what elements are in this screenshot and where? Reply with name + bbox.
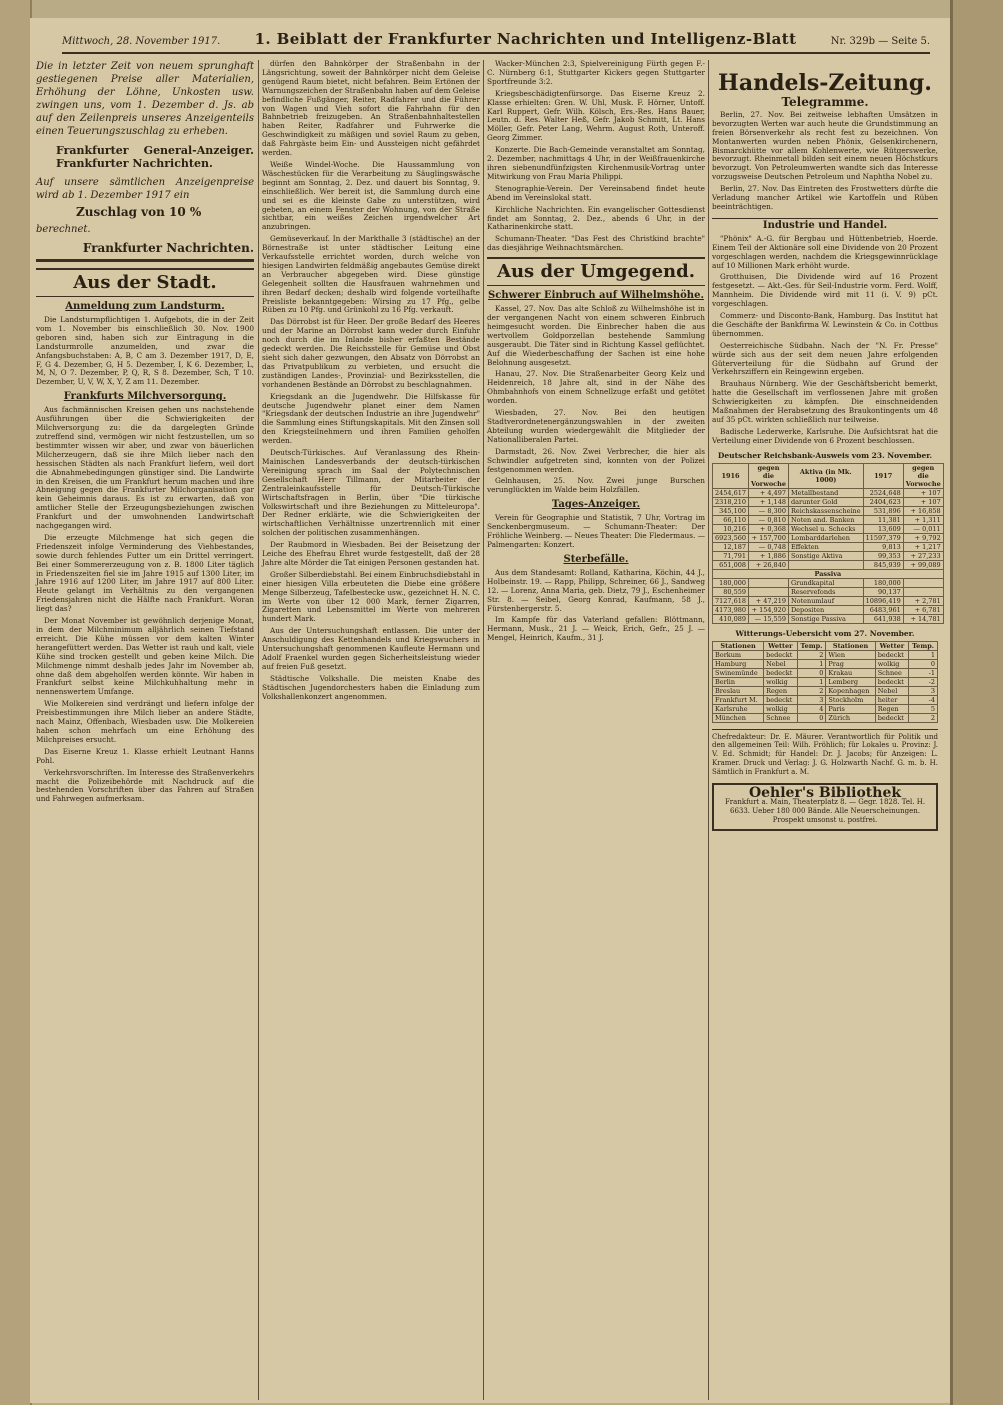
table-row — [713, 614, 944, 623]
bank-table-caption: Deutscher Reichsbank-Ausweis vom 23. November. — [717, 450, 933, 460]
column-3 — [487, 60, 705, 1400]
table-cell: -2 — [909, 677, 938, 686]
weather-table — [712, 641, 938, 723]
paragraph: "Phönix" A.-G. für Bergbau und Hüttenbetrieb, Hoerde. Einem Teil der Aktionäre soll eine Dividende von 20 Prozent vorgeschlagen werden, nachdem die Kriegsgewinnrücklage auf 10 Millionen Mark erhöht wurde. — [712, 233, 938, 270]
paragraph: Oesterreichische Südbahn. Nach der "N. Fr. Presse" würde sich aus der seit dem neuen Jahre erfolgenden Güterverteilung für die Südbahn auf Grund der Verkehrsziffern ein Reingewinn ergeben. — [712, 340, 938, 377]
table-cell: wolkig — [764, 704, 797, 713]
table-header-cell: Temp. — [797, 641, 826, 650]
table-row — [713, 524, 944, 533]
table-cell: Wien — [826, 650, 875, 659]
table-cell: + 27,233 — [903, 551, 943, 560]
table-section-label: Passiva — [713, 569, 944, 578]
table-cell: 7127,618 — [713, 596, 749, 605]
table-row — [713, 713, 938, 722]
table-cell: Hamburg — [713, 659, 764, 668]
table-header-row — [713, 641, 938, 650]
telegrams-heading: Telegramme. — [781, 95, 869, 109]
table-cell: + 16,858 — [903, 506, 943, 515]
table-cell — [903, 587, 943, 596]
table-cell: Regen — [764, 686, 797, 695]
table-cell: 2524,648 — [863, 488, 903, 497]
paragraph: dürfen den Bahnkörper der Straßenbahn in der Längsrichtung, soweit der Bahnkörper nicht dem Geleise genügend Raum bietet, nicht befahren. Beim Ertönen der Warnungszeichen der Straßenbahn haben auf dem Geleise befindliche Fußgänger, Reiter, Radfahrer und die Führer von Wagen und Vieh sofort die Fahrbahn für den Bahnbetrieb freizugeben. An Straßenbahnhaltestellen haben Reiter, Radfahrer und Fuhrwerke die Geschwindigkeit zu mäßigen und soviel Raum zu geben, daß Fahrgäste beim Ein- und Aussteigen nicht gefährdet werden. — [262, 59, 480, 158]
industry-heading: Industrie und Handel. — [712, 218, 938, 231]
table-cell: Zürich — [826, 713, 875, 722]
table-cell: Frankfurt M. — [713, 695, 764, 704]
table-cell: Depositen — [788, 605, 863, 614]
table-cell: + 26,840 — [749, 560, 789, 569]
table-cell: Prag — [826, 659, 875, 668]
paragraph: Kassel, 27. Nov. Das alte Schloß zu Wilhelmshöhe ist in der vergangenen Nacht von einem schweren Einbruch heimgesucht worden. Die Einbrecher haben die aus wertvollem Goldporzellan bestehende Sammlung ausgeraubt. Die Täter sind in Richtung Kassel geflüchtet. Auf die Wiederbeschaffung der Sachen ist eine hohe Belohnung ausgesetzt. — [487, 304, 705, 367]
table-row — [713, 668, 938, 677]
table-cell: 11,381 — [863, 515, 903, 524]
table-cell: Reservefonds — [788, 587, 863, 596]
table-cell: -4 — [909, 695, 938, 704]
paragraph: Deutsch-Türkisches. Auf Veranlassung des Rhein-Mainischen Landesverbands der deutsch-türkischen Vereinigung sprach im Saal der Polytechnischen Gesellschaft Herr Tillmann, der Mitarbeiter der Zentraleinkaufsstelle für Deutsch-Türkische Wirtschaftsfragen in Berlin, über "Die türkische Volkswirtschaft und ihre Beziehungen zu Mitteleuropa". Der Redner erklärte, wie die Schwierigkeiten der wirtschaftlichen Verhältnisse unzertrennlich mit einer solchen der politischen zusammenhängen. — [262, 448, 480, 538]
advertisement — [712, 783, 938, 831]
table-cell: — 0,748 — [749, 542, 789, 551]
table-header-cell: Wetter — [875, 641, 908, 650]
table-body — [713, 650, 938, 722]
table-row — [713, 533, 944, 542]
table-cell: 410,089 — [713, 614, 749, 623]
table-header-cell: gegen die Vorwoche — [903, 463, 943, 488]
ad-text: Frankfurt a. Main, Theaterplatz 8. — Gegr. 1828. Tel. H. 6633. Ueber 180 000 Bände. Alle Neuerscheinungen. Prospekt umsonst u. postfrei. — [724, 797, 926, 824]
table-cell: Lemberg — [826, 677, 875, 686]
table-cell: bedeckt — [875, 713, 908, 722]
paragraph: Kirchliche Nachrichten. Ein evangelischer Gottesdienst findet am Sonntag, 2. Dez., abends 6 Uhr, in der Katharinenkirche statt. — [487, 204, 705, 232]
table-cell: Swinemünde — [713, 668, 764, 677]
table-cell: wolkig — [875, 659, 908, 668]
page-header — [62, 30, 930, 54]
table-cell: Krakau — [826, 668, 875, 677]
table-header-cell: gegen die Vorwoche — [749, 463, 789, 488]
article-heading: Tages-Anzeiger. — [551, 499, 641, 511]
table-row — [713, 542, 944, 551]
table-cell: 6923,560 — [713, 533, 749, 542]
table-cell: + 1,148 — [749, 497, 789, 506]
paragraph: Städtische Volkshalle. Die meisten Knabe des Städtischen Jugendorchesters haben die Einladung zum Volkshallenkonzert angenommen. — [262, 673, 480, 701]
table-cell: Kopenhagen — [826, 686, 875, 695]
paragraph: Grotthuisen, Die Dividende wird auf 16 Prozent festgesetzt. — Akt.-Ges. für Seil-Industrie vorm. Ferd. Wolff, Mannheim. Die Dividende wird mit 11 (i. V. 9) pCt. vorgeschlagen. — [712, 272, 938, 309]
table-cell: 66,110 — [713, 515, 749, 524]
table-header-cell: Stationen — [826, 641, 875, 650]
table-cell: Grundkapital — [788, 578, 863, 587]
table-cell: 2454,617 — [713, 488, 749, 497]
paragraph: Aus fachmännischen Kreisen gehen uns nachstehende Ausführungen über die Schwierigkeiten der Milchversorgung zu: die da dargelegten Gründe zutreffend sind, vermögen wir nicht festzustellen, um so bestimmter wissen wir aber, und zwar von bäuerlichen Milcherzeugern, daß sie ihre Milch lieber nach den hessischen Städten als nach Frankfurt liefern, weil dort die Abnahmebedingungen günstiger sind. Die Landwirte in den Kreisen, die um Frankfurt herum machen und ihre Abneigung gegen die Frankfurter Milchorganisation gar kein Geheimnis daraus. Es ist zu erwarten, daß von amtlicher Stelle der Erzeugungsbeziehungen zwischen Frankfurt und der umwohnenden Landwirtschaft nachgegangen wird. — [36, 405, 254, 531]
table-cell: 13,609 — [863, 524, 903, 533]
table-cell: + 9,792 — [903, 533, 943, 542]
table-cell: 12,187 — [713, 542, 749, 551]
table-cell: Sonstige Passiva — [788, 614, 863, 623]
table-cell: darunter Gold — [788, 497, 863, 506]
table-cell: wolkig — [764, 677, 797, 686]
article-heading: Anmeldung zum Landsturm. — [65, 301, 225, 312]
table-cell: Borkum — [713, 650, 764, 659]
notice-signature: Frankfurter Nachrichten. — [82, 241, 254, 255]
table-row — [713, 659, 938, 668]
table-cell: 3 — [909, 686, 938, 695]
table-row — [713, 578, 944, 587]
paragraph: Großer Silberdiebstahl. Bei einem Einbruchsdiebstahl in einer hiesigen Villa erbeuteten die Diebe eine größere Menge Silberzeug, Tafelbestecke usw., gezeichnet H. N. C. im Werte von über 12 000 Mark, ferner Zigarren, Zigaretten und Lebensmittel im Werte von mehreren hundert Mark. — [262, 569, 480, 624]
notice-surcharge: Zuschlag von 10 % — [76, 205, 202, 219]
paragraph: Stenographie-Verein. Der Vereinsabend findet heute Abend im Vereinslokal statt. — [487, 183, 705, 202]
paragraph: Im Kampfe für das Vaterland gefallen: Blöttmann, Hermann, Musk., 21 J. — Weick, Erich, Gefr., 25 J. — Mengel, Heinrich, Kaufm., 31 J. — [487, 615, 705, 643]
notice-intro: Die in letzter Zeit von neuem sprunghaft gestiegenen Preise aller Materialien, Erhöhung der Löhne, Unkosten usw. zwingen uns, vom 1. Dezember d. Js. ab auf den Zeilenpreis unseres Anzeigenteils einen Teuerungszuschlag zu erheben. — [36, 61, 254, 137]
paragraph: Der Monat November ist gewöhnlich derjenige Monat, in dem der Milchminimum alljährlich seinen Tiefstand erreicht. Die Kühe müssen vor dem kalten Winter herangefüttert werden. Das Wetter ist rauh und kalt, viele Kühe sind trocken gestellt und geben keine Milch. Die Milchmenge nimmt deshalb jedes Jahr im November ab, ohne daß dem abgeholfen werden könnte. Wir haben in Frankfurt selbst keine Milchkuhhaltung mehr in nennenswertem Umfange. — [36, 616, 254, 697]
table-cell: 1 — [797, 659, 826, 668]
table-cell: bedeckt — [764, 668, 797, 677]
table-cell: — 0,810 — [749, 515, 789, 524]
table-header-cell: Temp. — [909, 641, 938, 650]
notice-calc: berechnet. — [36, 224, 91, 235]
paragraph: Wacker-München 2:3, Spielvereinigung Fürth gegen F.-C. Nürnberg 6:1, Stuttgarter Kickers gegen Stuttgarter Sportfreunde 3:2. — [487, 59, 705, 86]
table-cell: Paris — [826, 704, 875, 713]
table-cell: Nebel — [875, 686, 908, 695]
table-cell: Stockholm — [826, 695, 875, 704]
table-cell: + 6,781 — [903, 605, 943, 614]
paragraph: Schumann-Theater. "Das Fest des Christkind brachte" das diesjährige Weihnachtsmärchen. — [487, 234, 705, 253]
table-cell: 0 — [797, 713, 826, 722]
table-cell: 2 — [797, 650, 826, 659]
paragraph: Berlin, 27. Nov. Bei zeitweise lebhaften Umsätzen in bevorzugten Werten war auch heute die Grundstimmung an freien Börsenverkehr als recht fest zu bezeichnen. Von Montanwerten wurden neben Phönix, Gelsenkirchenern, Bismarckhütte vor allem Kohlenwerte, wie Rütgerswerke, bevorzugt. Rheinmetall bilden seit einem neuen Höchstkurs bevorzugt. Von Petroleumwerten wandte sich das Interesse vorzugsweise Deutschen Petroleum und Naphtha Nobel zu. — [712, 109, 938, 182]
table-cell — [749, 578, 789, 587]
table-row — [713, 650, 938, 659]
table-body — [713, 488, 944, 623]
table-cell: Schnee — [875, 668, 908, 677]
table-cell: 2 — [909, 713, 938, 722]
notice-publishers: Frankfurter General-Anzeiger. Frankfurter Nachrichten. — [56, 144, 254, 170]
paragraph: Kriegsbeschädigtenfürsorge. Das Eiserne Kreuz 2. Klasse erhielten: Gren. W. Uhl, Musk. F. Hörner, Untoff. Karl Ruppert, Gefr. Wilh. Kölsch, Ers.-Res. Hans Bauer, Leutn. d. Res. Walter Heß, Gefr. Jakob Schmitt, Lt. Hans Möller, Gefr. Peter Lang, Wehrm. August Roth, Unteroff. Georg Zimmer. — [487, 88, 705, 143]
table-cell: + 107 — [903, 488, 943, 497]
table-cell: 180,000 — [863, 578, 903, 587]
table-row — [713, 551, 944, 560]
table-row — [713, 587, 944, 596]
table-cell: bedeckt — [875, 650, 908, 659]
table-cell: Karlsruhe — [713, 704, 764, 713]
paragraph: Kriegsdank an die Jugendwehr. Die Hilfskasse für deutsche Jugendwehr planet einer dem Namen "Kriegsdank der deutschen Industrie an ihre Jugendwehr" die Sammlung eines Stiftungskapitals. Mit den Zinsen soll den Kriegsteilnehmern und ihren Familien geholfen werden. — [262, 391, 480, 446]
header-date: Mittwoch, 28. November 1917. — [62, 36, 221, 47]
table-cell: — 15,559 — [749, 614, 789, 623]
table-cell: Reichskassenscheine — [788, 506, 863, 515]
binding-strip — [0, 0, 32, 1405]
table-cell: + 99,089 — [903, 560, 943, 569]
table-cell: 845,939 — [863, 560, 903, 569]
table-cell: 0 — [797, 668, 826, 677]
table-cell: 641,938 — [863, 614, 903, 623]
table-cell: + 14,781 — [903, 614, 943, 623]
table-row — [713, 596, 944, 605]
table-cell: 99,353 — [863, 551, 903, 560]
paragraph: Verkehrsvorschriften. Im Interesse des Straßenverkehrs macht die Polizeibehörde mit Nachdruck auf die bestehenden Vorschriften über das Fahren auf Straßen und Fahrwegen aufmerksam. — [36, 767, 254, 804]
table-row — [713, 560, 944, 569]
paragraph: Wie Molkereien sind verdrängt und liefern infolge der Preisbestimmungen ihre Milch lieber an andere Städte, nach Mainz, Offenbach, Wiesbaden usw. Die Molkereien haben schon mehrfach um eine Erhöhung des Milchpreises ersucht. — [36, 699, 254, 744]
table-header-cell: Wetter — [764, 641, 797, 650]
paragraph: Der Raubmord in Wiesbaden. Bei der Beisetzung der Leiche des Ehefrau Ehret wurde festgestellt, daß der 28 Jahre alte Mörder die Tat einigen Personen gestanden hat. — [262, 540, 480, 567]
table-cell: Noten and. Banken — [788, 515, 863, 524]
table-header-cell: 1916 — [713, 463, 749, 488]
table-cell: Wechsel u. Schecks — [788, 524, 863, 533]
table-cell: bedeckt — [875, 677, 908, 686]
paragraph: Wiesbaden, 27. Nov. Bei den heutigen Stadtverordnetenergänzungswahlen in der zweiten Abteilung wurden wiedergewählt die Mitglieder der Nationalliberalen Partei. — [487, 408, 705, 444]
header-number: Nr. 329b — Seite 5. — [830, 36, 930, 47]
paragraph: Das Dörrobst ist für Heer. Der große Bedarf des Heeres und der Marine an Dörrobst kann weder durch Einfuhr noch durch die im Inlande bisher erfaßten Bestände gedeckt werden. Die Reichsstelle für Gemüse und Obst sieht sich daher gezwungen, den Absatz von Dörrobst an das Privatpublikum zu verbieten, und ersucht die zuständigen Landes-, Provinzial- und Bezirksstellen, die vorhandenen Bestände an Dörrobst zu beschlagnahmen. — [262, 317, 480, 389]
paragraph: Commerz- und Disconto-Bank, Hamburg. Das Institut hat die Geschäfte der Bankfirma W. Lewinstein & Co. in Cottbus übernommen. — [712, 311, 938, 338]
table-cell: Nebel — [764, 659, 797, 668]
notice-body: Auf unsere sämtlichen Anzeigenpreise wird ab 1. Dezember 1917 ein — [36, 177, 254, 201]
table-cell — [749, 587, 789, 596]
table-header-cell: Aktiva (in Mk. 1000) — [788, 463, 863, 488]
table-header-cell: Stationen — [713, 641, 764, 650]
ad-title: Oehler's Bibliothek — [748, 785, 902, 802]
reichsbank-table — [712, 463, 944, 624]
table-cell: 2318,210 — [713, 497, 749, 506]
table-cell: 1 — [909, 650, 938, 659]
paragraph: Gelnhausen, 25. Nov. Zwei junge Burschen verunglückten im Walde beim Holzfällen. — [487, 476, 705, 495]
table-cell: — 0,011 — [903, 524, 943, 533]
table-cell: 10896,419 — [863, 596, 903, 605]
table-cell — [788, 560, 863, 569]
paragraph: Das Eiserne Kreuz 1. Klasse erhielt Leutnant Hanns Pohl. — [36, 746, 254, 765]
article-heading: Schwerer Einbruch auf Wilhelmshöhe. — [488, 290, 704, 302]
header-title: 1. Beiblatt der Frankfurter Nachrichten und Intelligenz-Blatt — [254, 30, 797, 48]
section-heading: Aus der Stadt. — [36, 268, 254, 297]
section-heading: Aus der Umgegend. — [487, 257, 705, 286]
table-cell: + 47,219 — [749, 596, 789, 605]
table-cell: 651,008 — [713, 560, 749, 569]
table-cell: 4173,980 — [713, 605, 749, 614]
table-row — [713, 704, 938, 713]
table-row — [713, 677, 938, 686]
table-cell: 80,559 — [713, 587, 749, 596]
table-cell: 90,137 — [863, 587, 903, 596]
table-cell: 11597,379 — [863, 533, 903, 542]
column-1 — [36, 60, 254, 1400]
table-header-row — [713, 463, 944, 488]
table-cell: 71,791 — [713, 551, 749, 560]
table-cell: bedeckt — [764, 695, 797, 704]
paragraph: Die Landsturmpflichtigen 1. Aufgebots, die in der Zeit vom 1. November bis einschließlich 30. Nov. 1900 geboren sind, haben sich zur Eintragung in die Landsturmrolle anzumelden, und zwar die Anfangsbuchstaben: A, B, C am 3. Dezember 1917, D, E, F, G 4. Dezember, G, H 5. Dezember, I, K 6. Dezember, L, M, N, O 7. Dezember, P, Q, R, S 8. Dezember, Sch, T 10. Dezember, U, V, W, X, Y, Z am 11. Dezember. — [36, 315, 254, 387]
paragraph: Berlin, 27. Nov. Das Eintreten des Frostwetters dürfte die Verladung mancher Artikel wie Kartoffeln und Rüben beeinträchtigen. — [712, 184, 938, 211]
table-cell: Berlin — [713, 677, 764, 686]
paragraph: Die erzeugte Milchmenge hat sich gegen die Friedenszeit infolge Verminderung des Viehbestandes, sowie durch fehlendes Futter um ein Drittel verringert. Bei einer Sommererzeugung von z. B. 1800 Liter täglich in Friedenszeiten fiel sie im Jahre 1915 auf 1300 Liter, im Jahre 1916 auf 1200 Liter, im Jahre 1917 auf 800 Liter. Heute gelangt im Verhältnis zu den vergangenen Friedensjahren nicht die Hälfte nach Frankfurt. Woran liegt das? — [36, 532, 254, 614]
table-cell: + 157,700 — [749, 533, 789, 542]
article-heading: Sterbefälle. — [563, 553, 629, 565]
table-cell: 10,216 — [713, 524, 749, 533]
table-cell: 531,896 — [863, 506, 903, 515]
table-cell: Sonstige Aktiva — [788, 551, 863, 560]
table-cell: Regen — [875, 704, 908, 713]
paragraph: Darmstadt, 26. Nov. Zwei Verbrecher, die hier als Schwindler aufgetreten sind, konnten von der Polizei festgenommen werden. — [487, 446, 705, 474]
table-cell: + 1,311 — [903, 515, 943, 524]
table-cell: 0 — [909, 659, 938, 668]
table-cell: 4 — [797, 704, 826, 713]
table-row — [713, 497, 944, 506]
table-cell: + 2,781 — [903, 596, 943, 605]
column-rule — [708, 60, 709, 1400]
table-row — [713, 605, 944, 614]
table-cell: München — [713, 713, 764, 722]
price-notice — [36, 60, 254, 262]
handels-zeitung-title: Handels-Zeitung. — [718, 70, 932, 96]
paragraph: Konzerte. Die Bach-Gemeinde veranstaltet am Sonntag, 2. Dezember, nachmittags 4 Uhr, in der Weißfrauenkirche ihren siebenundfünfzigsten Kirchenmusik-Vortrag unter Mitwirkung von Frau Maria Philippi. — [487, 145, 705, 181]
table-cell: Notenumlauf — [788, 596, 863, 605]
table-cell: heiter — [875, 695, 908, 704]
weather-table-caption: Witterungs-Uebersicht vom 27. November. — [735, 628, 915, 638]
paragraph: Badische Lederwerke, Karlsruhe. Die Aufsichtsrat hat die Verteilung einer Dividende von 6 Prozent beschlossen. — [712, 426, 938, 445]
paragraph: Aus der Untersuchungshaft entlassen. Die unter der Anschuldigung des Kettenhandels und Kriegswuchers in Untersuchungshaft genommenen Kaufleute Hermann und Adolf Fraenkel wurden gegen Sicherheitsleistung wieder auf freien Fuß gesetzt. — [262, 626, 480, 671]
column-2 — [262, 60, 480, 1400]
table-cell — [903, 578, 943, 587]
table-row — [713, 515, 944, 524]
table-cell: 5 — [909, 704, 938, 713]
imprint: Chefredakteur: Dr. E. Mäurer. Verantwortlich für Politik und den allgemeinen Teil: Wilh. Fröhlich; für Lokales u. Provinz: J. V. Ed. Schmidt; für Handel: Dr. J. Jacobs; für Anzeigen: L. Kramer. Druck und Verlag: J. G. Holzwarth Nachf. G. m. b. H. Sämtlich in Frankfurt a. M. — [712, 729, 938, 778]
paragraph: Brauhaus Nürnberg. Wie der Geschäftsbericht bemerkt, hatte die Gesellschaft im verflossenen Jahre mit großen Schwierigkeiten zu kämpfen. Die einschneidenden Maßnahmen der Herabsetzung des Braukontingents um 48 auf 35 pCt. wirkten schließlich nur teilweise. — [712, 379, 938, 424]
table-header-cell: 1917 — [863, 463, 903, 488]
table-cell: + 4,497 — [749, 488, 789, 497]
table-cell: 2404,623 — [863, 497, 903, 506]
table-cell: bedeckt — [764, 650, 797, 659]
table-row — [713, 686, 938, 695]
table-section-row — [713, 569, 944, 578]
table-cell: + 1,217 — [903, 542, 943, 551]
paragraph: Aus dem Standesamt: Rolland, Katharina, Köchin, 44 J., Holbeinstr. 19. — Rapp, Philipp, Schreiner, 66 J., Sandweg 12. — Lorenz, Anna Maria, geb. Dietz, 79 J., Eschenheimer Str. 8. — Seibel, Georg Konrad, Kaufmann, 58 J., Fürstenbergerstr. 5. — [487, 567, 705, 613]
column-rule — [258, 60, 259, 1400]
table-cell: + 0,368 — [749, 524, 789, 533]
table-cell: -1 — [909, 668, 938, 677]
table-cell: Lombarddarlehen — [788, 533, 863, 542]
table-row — [713, 488, 944, 497]
table-cell: Breslau — [713, 686, 764, 695]
table-cell: 9,813 — [863, 542, 903, 551]
table-cell: + 154,920 — [749, 605, 789, 614]
table-row — [713, 695, 938, 704]
paragraph: Verein für Geographie und Statistik, 7 Uhr, Vortrag im Senckenbergmuseum. — Schumann-Theater: Der Fröhliche Weinberg. — Neues Theater: Die Fledermaus. — Palmengarten: Konzert. — [487, 513, 705, 549]
paragraph: Gemüseverkauf. In der Markthalle 3 (städtische) an der Börnestraße ist unter städtischer Leitung eine Verkaufsstelle errichtet worden, durch welche von hiesigen Landwirten feldmäßig angebautes Gemüse direkt an Verbraucher abgegeben wird. Diese günstige Gelegenheit sollten die Hausfrauen wahrnehmen und ihren Bedarf decken; deshalb wird folgende vorteilhafte Preisliste bekanntgegeben: Wirsing zu 17 Pfg., gelbe Rüben zu 10 Pfg. und Grünkohl zu 16 Pfg. verkauft. — [262, 234, 480, 315]
paragraph: Hanau, 27. Nov. Die Straßenarbeiter Georg Kelz und Heidenreich, 18 Jahre alt, sind in der Nähe des Ohmbahnhofs von einem Schnellzuge erfaßt und getötet worden. — [487, 369, 705, 406]
paragraph: Weiße Windel-Woche. Die Haussammlung von Wäschestücken für die Verarbeitung zu Säuglingswäsche beginnt am Sonntag, 2. Dez. und dauert bis Sonntag, 9. einschließlich. Wer bereit ist, die Sammlung durch eine und sei es die kleinste Gabe zu unterstützen, wird gebeten, an einem Fenster der Wohnung, von der Straße sichtbar, ein weißes Zeichen irgendwelcher Art anzubringen. — [262, 159, 480, 232]
table-cell: 180,000 — [713, 578, 749, 587]
table-row — [713, 506, 944, 515]
table-cell: Metallbestand — [788, 488, 863, 497]
column-rule — [483, 60, 484, 1400]
page-edge — [950, 0, 1003, 1405]
column-4 — [712, 60, 941, 1400]
table-cell: Schnee — [764, 713, 797, 722]
table-cell: + 107 — [903, 497, 943, 506]
table-cell: — 8,300 — [749, 506, 789, 515]
table-cell: 3 — [797, 695, 826, 704]
table-cell: 1 — [797, 677, 826, 686]
table-cell: 6483,961 — [863, 605, 903, 614]
table-cell: Effekten — [788, 542, 863, 551]
table-cell: 2 — [797, 686, 826, 695]
table-cell: 345,100 — [713, 506, 749, 515]
article-heading: Frankfurts Milchversorgung. — [63, 391, 227, 403]
table-cell: + 1,886 — [749, 551, 789, 560]
